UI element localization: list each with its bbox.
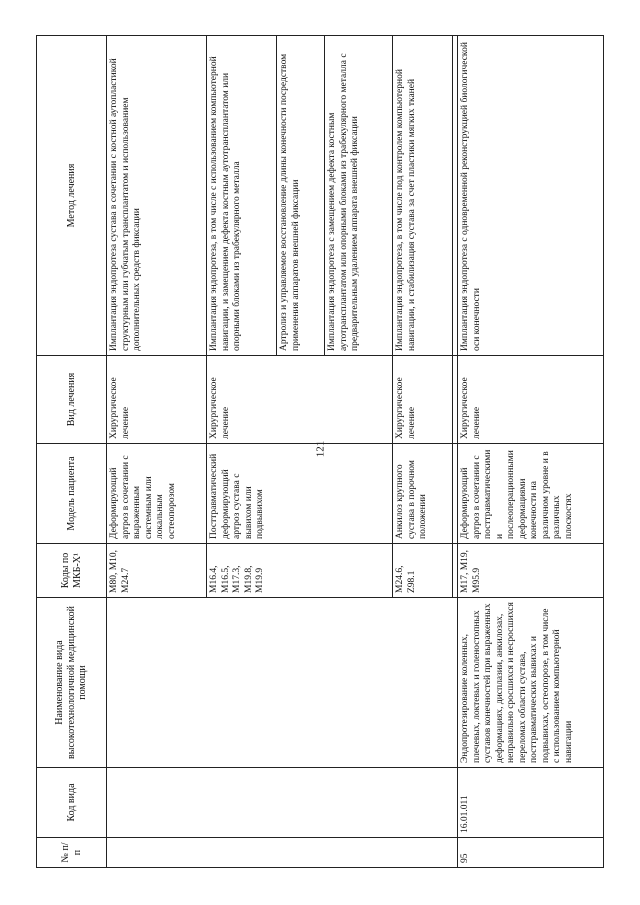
cell-method: Имплантация эндопротеза, в том числе под контролем компьютерной навигации, и стабилизация сустава за счет пластики мягких тканей: [393, 36, 453, 356]
header-num: № п/п: [37, 838, 107, 868]
page-number: 121: [314, 440, 327, 458]
table-row: [458, 36, 604, 868]
treatment-table: [36, 36, 604, 868]
cell-name: Эндопротезирование коленных, плечевых, локтевых и голеностопных суставов конечностей при выраженных деформациях, дисплазии, анкилозах, неправильно сросшихся и несросшихся переломах области сустава, посттравматических вывихах и подвывихах, остеопорозе, в том числе с использованием компьютерной навигации: [458, 598, 604, 768]
cell-icd: M17, M19, M95.9: [458, 544, 604, 598]
header-type: Вид лечения: [37, 356, 107, 444]
cell-method: Имплантация эндопротеза сустава в сочетании с костной аутопластикой структурным или губчатым трансплантатом и использованием дополнительных средств фиксации: [107, 36, 207, 356]
cell-num: 95: [458, 838, 604, 868]
table-header-row: [37, 36, 107, 868]
cell-method: Имплантация эндопротеза с замещением дефекта костным аутотрансплантатом или опорными блоками из трабекулярного металла с предварительным удалением аппарата внешней фиксации: [325, 36, 393, 356]
header-code: Код вида: [37, 768, 107, 838]
cell-icd: M80, M10, M24.7: [107, 544, 207, 598]
cell-code: 16.01.011: [458, 768, 604, 838]
cell-type: Хирургическое лечение: [207, 356, 393, 444]
cell-num-empty: [107, 838, 458, 868]
header-icd: Коды по МКБ-X¹: [37, 544, 107, 598]
cell-model: Деформирующий артроз в сочетании с посттравматическими и послеоперационными деформациями конечности на различном уровне и в различных плоскостях: [458, 444, 604, 544]
cell-model: Посттравматический деформирующий артроз сустава с вывихом или подвывихом: [207, 444, 393, 544]
cell-method: Артролиз и управляемое восстановление длины конечности посредством применения аппаратов внешней фиксации: [277, 36, 325, 356]
cell-name-empty: [107, 598, 458, 768]
cell-type: Хирургическое лечение: [393, 356, 453, 444]
cell-model: Анкилоз крупного сустава в порочном положении: [393, 444, 453, 544]
cell-code-empty: [107, 768, 458, 838]
cell-icd: M16.4, M16.5, M17.3, M19.8, M19.9: [207, 544, 393, 598]
table-row: [107, 36, 207, 868]
header-model: Модель пациента: [37, 444, 107, 544]
header-name: Наименование вида высокотехнологичной медицинской помощи: [37, 598, 107, 768]
cell-icd: M24.6, Z98.1: [393, 544, 453, 598]
cell-method: Имплантация эндопротеза с одновременной реконструкцией биологической оси конечности: [458, 36, 604, 356]
cell-type: Хирургическое лечение: [458, 356, 604, 444]
header-method: Метод лечения: [37, 36, 107, 356]
cell-model: Деформирующий артроз в сочетании с выраженным системным или локальным остеопорозом: [107, 444, 207, 544]
cell-type: Хирургическое лечение: [107, 356, 207, 444]
cell-method: Имплантация эндопротеза, в том числе с использованием компьютерной навигации, и замещением дефекта костным аутотрансплантатом или опорными блоками из трабекулярного металла: [207, 36, 277, 356]
